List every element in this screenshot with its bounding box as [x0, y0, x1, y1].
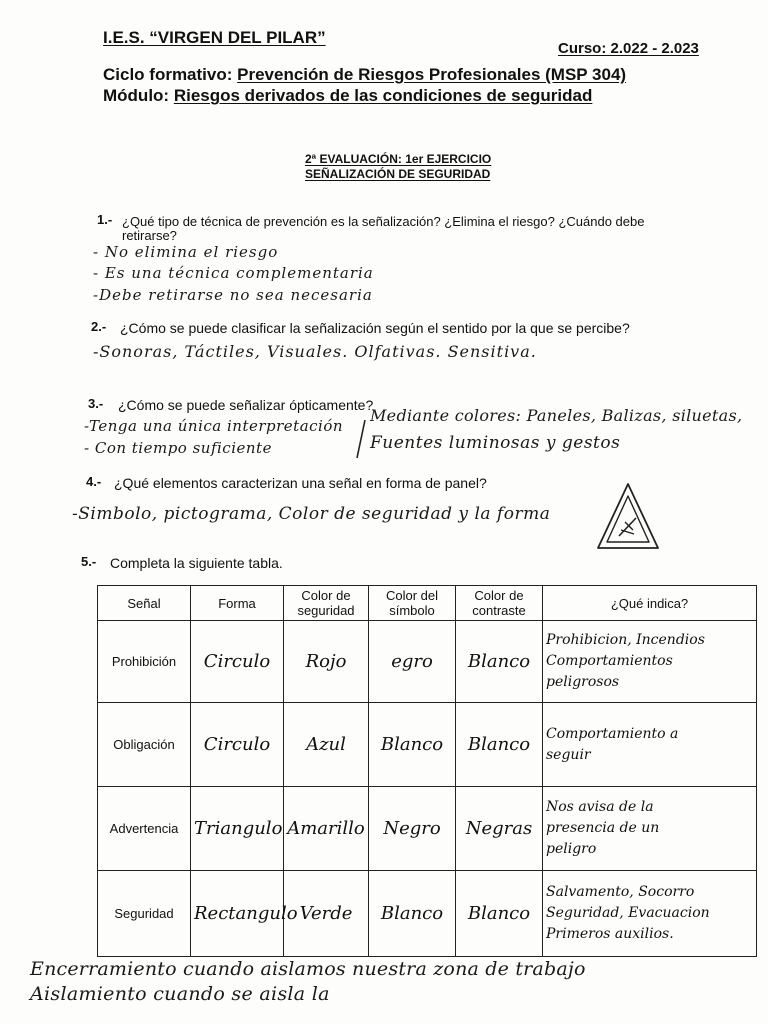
- contrast-color-cell: Blanco: [456, 871, 543, 957]
- meaning-line: Primeros auxilios.: [546, 926, 674, 942]
- question-number: 4.-: [86, 474, 102, 489]
- signal-type: Obligación: [98, 703, 191, 787]
- column-header: Forma: [191, 586, 284, 621]
- column-header: Color de contraste: [456, 586, 543, 621]
- question-number: 5.-: [81, 554, 97, 569]
- meaning-line: Comportamientos: [546, 653, 673, 669]
- contrast-color-cell: Negras: [456, 787, 543, 871]
- symbol-color-cell: Negro: [369, 787, 456, 871]
- shape-cell: Triangulo: [191, 787, 284, 871]
- meaning-line: peligro: [546, 841, 597, 857]
- cycle-label: Ciclo formativo:: [103, 65, 233, 84]
- signal-type: Prohibición: [98, 621, 191, 703]
- safety-color-cell: Rojo: [284, 621, 369, 703]
- handwritten-answer: -Tenga una única interpretación: [84, 417, 344, 435]
- cycle-value: Prevención de Riesgos Profesionales (MSP 304): [237, 65, 627, 84]
- shape-cell: Circulo: [191, 621, 284, 703]
- signal-type: Seguridad: [98, 871, 191, 957]
- module-label: Módulo:: [103, 86, 170, 105]
- cycle-line: [103, 65, 626, 85]
- question-number: 3.-: [88, 396, 104, 411]
- column-header: Color de seguridad: [284, 586, 369, 621]
- handwritten-answer: -Debe retirarse no sea necesaria: [93, 286, 373, 304]
- question-number: 2.-: [91, 319, 107, 334]
- column-header: Señal: [98, 586, 191, 621]
- question-text: ¿Cómo se puede clasificar la señalización según el sentido por la que se percibe?: [120, 320, 630, 336]
- symbol-color-cell: Blanco: [369, 703, 456, 787]
- symbol-color-cell: egro: [369, 621, 456, 703]
- meaning-cell: [543, 621, 757, 703]
- handwritten-answer: - Con tiempo suficiente: [84, 439, 272, 457]
- safety-color-cell: Verde: [284, 871, 369, 957]
- handwritten-answer: - No elimina el riesgo: [93, 243, 279, 261]
- meaning-line: Seguridad, Evacuacion: [546, 905, 710, 921]
- question-text: ¿Qué elementos caracterizan una señal en forma de panel?: [114, 475, 487, 491]
- shape-cell: Circulo: [191, 703, 284, 787]
- exercise-subtitle: SEÑALIZACIÓN DE SEGURIDAD: [305, 167, 491, 181]
- divider-slash: [354, 418, 368, 460]
- handwritten-note: Aislamiento cuando se aisla la: [30, 983, 330, 1005]
- school-name: I.E.S. “VIRGEN DEL PILAR”: [103, 28, 326, 47]
- meaning-line: Prohibicion, Incendios: [546, 632, 705, 648]
- meaning-cell: [543, 787, 757, 871]
- handwritten-answer: -Simbolo, pictograma, Color de seguridad y la forma: [72, 504, 551, 524]
- meaning-line: Nos avisa de la: [546, 799, 654, 815]
- question-text: ¿Cómo se puede señalizar ópticamente?: [118, 397, 374, 413]
- meaning-cell: [543, 703, 757, 787]
- meaning-line: presencia de un: [546, 820, 660, 836]
- column-header: ¿Qué indica?: [543, 586, 757, 621]
- course-year: Curso: 2.022 - 2.023: [558, 40, 699, 57]
- column-header: Color del símbolo: [369, 586, 456, 621]
- signals-table: [97, 585, 757, 957]
- warning-triangle-sketch-icon: [592, 478, 664, 558]
- exercise-title: 2ª EVALUACIÓN: 1er EJERCICIO: [305, 152, 492, 166]
- table-row: [98, 621, 757, 703]
- safety-color-cell: Amarillo: [284, 787, 369, 871]
- handwritten-answer: - Es una técnica complementaria: [93, 264, 374, 282]
- contrast-color-cell: Blanco: [456, 703, 543, 787]
- table-row: [98, 871, 757, 957]
- shape-cell: Rectangulo: [191, 871, 284, 957]
- meaning-line: Comportamiento a: [546, 725, 679, 742]
- handwritten-answer: Mediante colores: Paneles, Balizas, siluetas,: [370, 406, 743, 425]
- module-line: [103, 86, 592, 106]
- table-header-row: [98, 586, 757, 621]
- question-number: 1.-: [97, 212, 113, 227]
- module-value: Riesgos derivados de las condiciones de seguridad: [173, 86, 593, 105]
- question-text: ¿Qué tipo de técnica de prevención es la señalización? ¿Elimina el riesgo? ¿Cuándo debe: [122, 214, 645, 229]
- meaning-line: seguir: [546, 746, 591, 763]
- meaning-line: peligrosos: [546, 674, 620, 690]
- safety-color-cell: Azul: [284, 703, 369, 787]
- signal-type: Advertencia: [98, 787, 191, 871]
- table-row: [98, 703, 757, 787]
- symbol-color-cell: Blanco: [369, 871, 456, 957]
- question-text: retirarse?: [122, 228, 177, 243]
- table-row: [98, 787, 757, 871]
- contrast-color-cell: Blanco: [456, 621, 543, 703]
- handwritten-answer: Fuentes luminosas y gestos: [370, 433, 621, 453]
- handwritten-note: Encerramiento cuando aislamos nuestra zona de trabajo: [30, 958, 586, 980]
- handwritten-answer: -Sonoras, Táctiles, Visuales. Olfativas. Sensitiva.: [93, 342, 537, 361]
- meaning-line: Salvamento, Socorro: [546, 884, 695, 900]
- meaning-cell: [543, 871, 757, 957]
- question-text: Completa la siguiente tabla.: [110, 555, 283, 571]
